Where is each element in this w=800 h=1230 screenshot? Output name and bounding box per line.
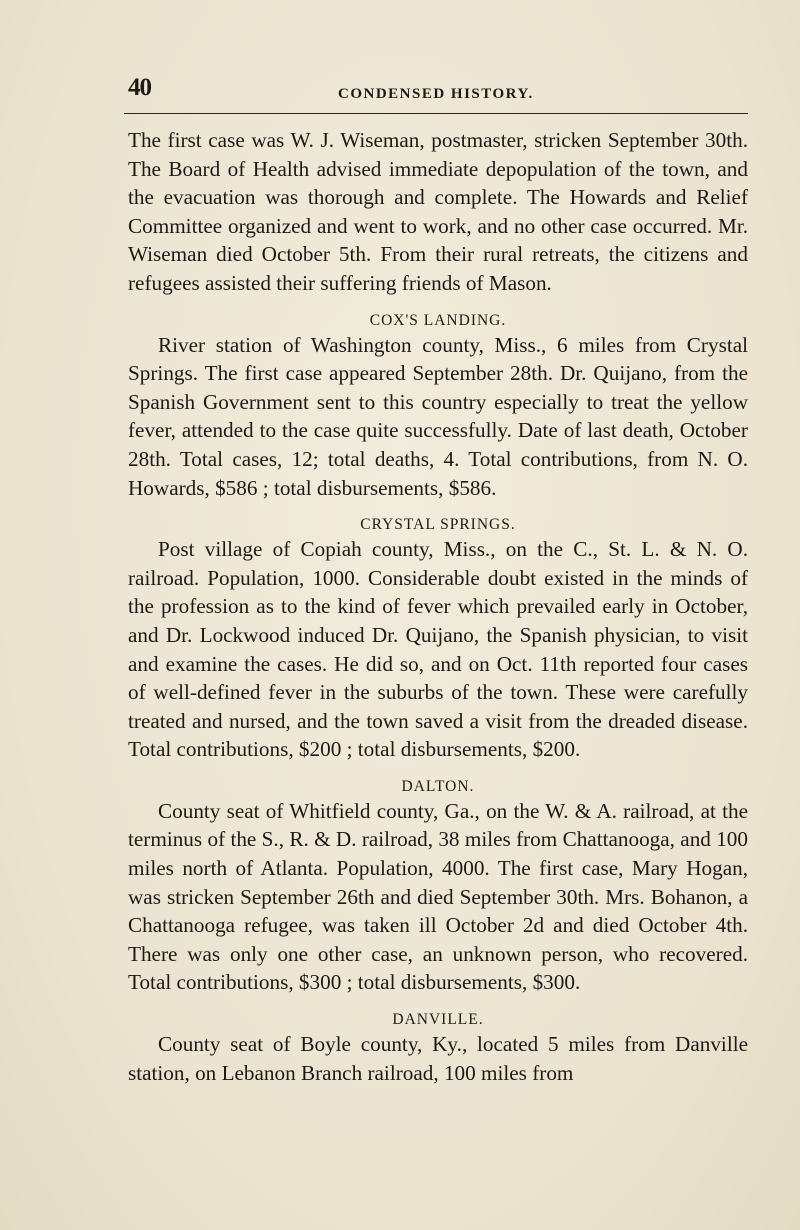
page-body bbox=[128, 126, 748, 1087]
section-heading-danville: DANVILLE. bbox=[392, 1011, 484, 1029]
header-rule bbox=[124, 113, 748, 114]
section-heading-dalton: DALTON. bbox=[401, 777, 475, 795]
section-heading-coxs-landing: COX'S LANDING. bbox=[369, 311, 507, 329]
running-head bbox=[128, 74, 748, 104]
section-heading-crystal-springs: CRYSTAL SPRINGS. bbox=[360, 516, 516, 534]
section-text-crystal-springs: Post village of Copiah county, Miss., on the C., St. L. & N. O. railroad. Population, 1000. Considerable doubt existed in the minds of the profession as to the kind of fever which prevailed early in October, and Dr. Lockwood induced Dr. Quijano, the Spanish physician, to visit and examine the cases. He did so, and on Oct. 11th reported four cases of well-defined fever in the suburbs of the town. These were carefully treated and nursed, and the town saved a visit from the dreaded disease. Total contributions, $200 ; total disbursements, $200. bbox=[128, 537, 748, 762]
section-text-dalton: County seat of Whitfield county, Ga., on the W. & A. railroad, at the terminus of the S., R. & D. railroad, 38 miles from Chattanooga, and 100 miles north of Atlanta. Population, 4000. The first case, Mary Hogan, was stricken September 26th and died September 30th. Mrs. Bohanon, a Chattanooga refugee, was taken ill October 2d and died October 4th. There was only one other case, an unknown person, who recovered. Total contributions, $300 ; total disbursements, $300. bbox=[128, 798, 748, 995]
page-number: 40 bbox=[128, 74, 151, 101]
running-title: CONDENSED HISTORY. bbox=[338, 86, 534, 102]
section-text-coxs-landing: River station of Washington county, Miss., 6 miles from Crystal Springs. The first case appeared September 28th. Dr. Quijano, from the Spanish Government sent to this country especially to treat the yellow fever, attended to the case quite successfully. Date of last death, October 28th. Total cases, 12; total deaths, 4. Total contributions, from N. O. Howards, $586 ; total disbursements, $586. bbox=[128, 332, 748, 500]
opening-paragraph: The first case was W. J. Wiseman, postmaster, stricken September 30th. The Board of Health advised immediate depopulation of the town, and the evacuation was thorough and complete. The Howards and Relief Committee organized and went to work, and no other case occurred. Mr. Wiseman died October 5th. From their rural retreats, the citizens and refugees assisted their suffering friends of Mason. bbox=[128, 128, 748, 295]
section-text-danville: County seat of Boyle county, Ky., located 5 miles from Danville station, on Lebanon Branch railroad, 100 miles from bbox=[128, 1032, 748, 1085]
